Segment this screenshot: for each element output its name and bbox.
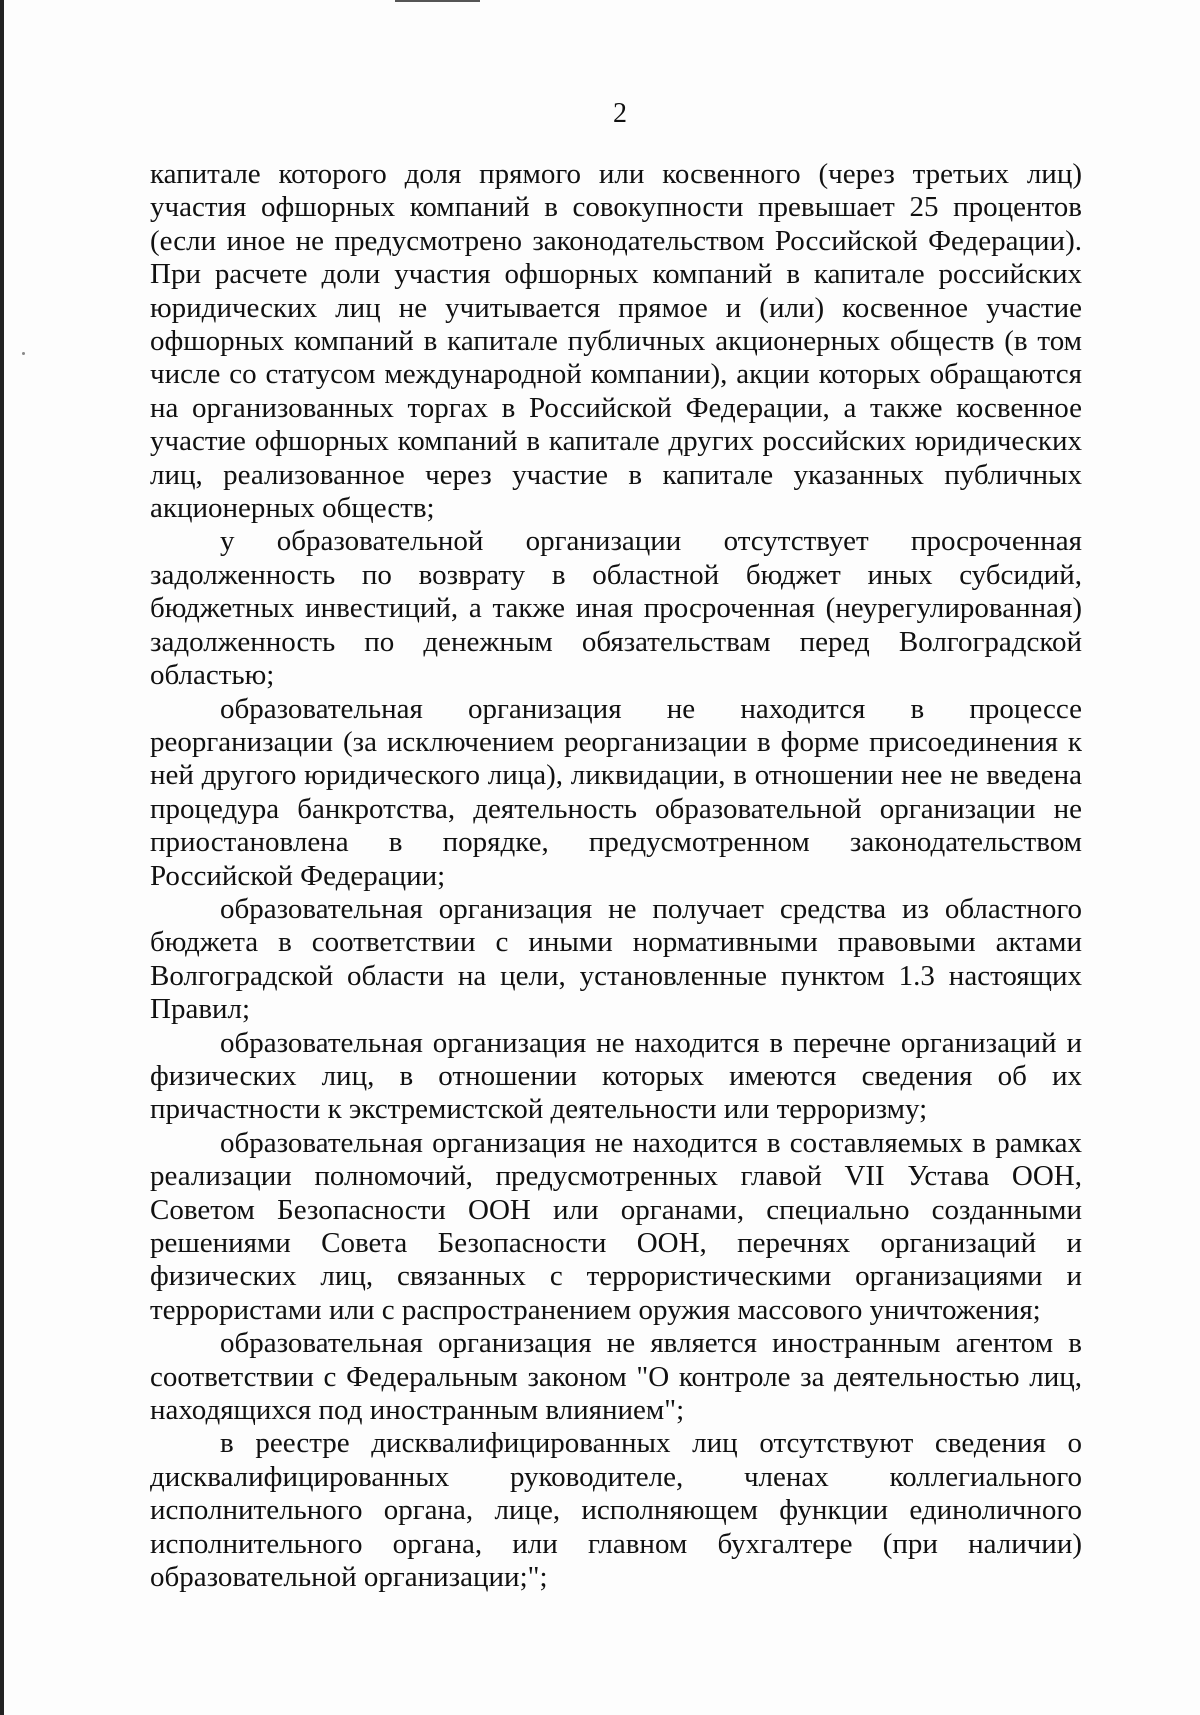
paragraph-continuation: капитале которого доля прямого или косвенного (через третьих лиц) участия офшорных компаний в совокупности превышает 25 процентов (если иное не предусмотрено законодательством Российской Федерации). При расчете доли участия офшорных компаний в капитале российских юридических лиц не учитывается прямое и (или) косвенное участие офшорных компаний в капитале публичных акционерных обществ (в том числе со статусом международной компании), акции которых обращаются на организованных торгах в Российской Федерации, а также косвенное участие офшорных компаний в капитале других российских юридических лиц, реализованное через участие в капитале указанных публичных акционерных обществ; [150, 158, 1082, 525]
scan-speck [22, 352, 25, 355]
scan-top-mark [395, 0, 480, 2]
page-number: 2 [613, 98, 627, 129]
paragraph-no-overdue-debt: у образовательной организации отсутствует просроченная задолженность по возврату в областной бюджет иных субсидий, бюджетных инвестиций, а также иная просроченная (неурегулированная) задолженность по денежным обязательствам перед Волгоградской областью; [150, 525, 1082, 692]
paragraph-not-in-extremism-list: образовательная организация не находится в перечне организаций и физических лиц, в отношении которых имеются сведения об их причастности к экстремистской деятельности или терроризму; [150, 1026, 1082, 1126]
paragraph-no-disqualified-persons: в реестре дисквалифицированных лиц отсутствуют сведения о дисквалифицированных руководителе, членах коллегиального исполнительного органа, лице, исполняющем функции единоличного исполнительного органа, или главном бухгалтере (при наличии) образовательной организации;"; [150, 1427, 1082, 1594]
paragraph-no-other-funds: образовательная организация не получает средства из областного бюджета в соответствии с иными нормативными правовыми актами Волгоградской области на цели, установленные пунктом 1.3 настоящих Правил; [150, 892, 1082, 1026]
scan-left-edge [0, 0, 4, 1715]
paragraph-not-in-un-lists: образовательная организация не находится в составляемых в рамках реализации полномочий, предусмотренных главой VII Устава ООН, Советом Безопасности ООН или органами, специально созданными решениями Совета Безопасности ООН, перечнях организаций и физических лиц, связанных с террористическими организациями и террористами или с распространением оружия массового уничтожения; [150, 1126, 1082, 1326]
document-body [150, 158, 1082, 1594]
paragraph-no-reorganization: образовательная организация не находится в процессе реорганизации (за исключением реорганизации в форме присоединения к ней другого юридического лица), ликвидации, в отношении нее не введена процедура банкротства, деятельность образовательной организации не приостановлена в порядке, предусмотренном законодательством Российской Федерации; [150, 692, 1082, 892]
paragraph-not-foreign-agent: образовательная организация не является иностранным агентом в соответствии с Федеральным законом "О контроле за деятельностью лиц, находящихся под иностранным влиянием"; [150, 1327, 1082, 1427]
